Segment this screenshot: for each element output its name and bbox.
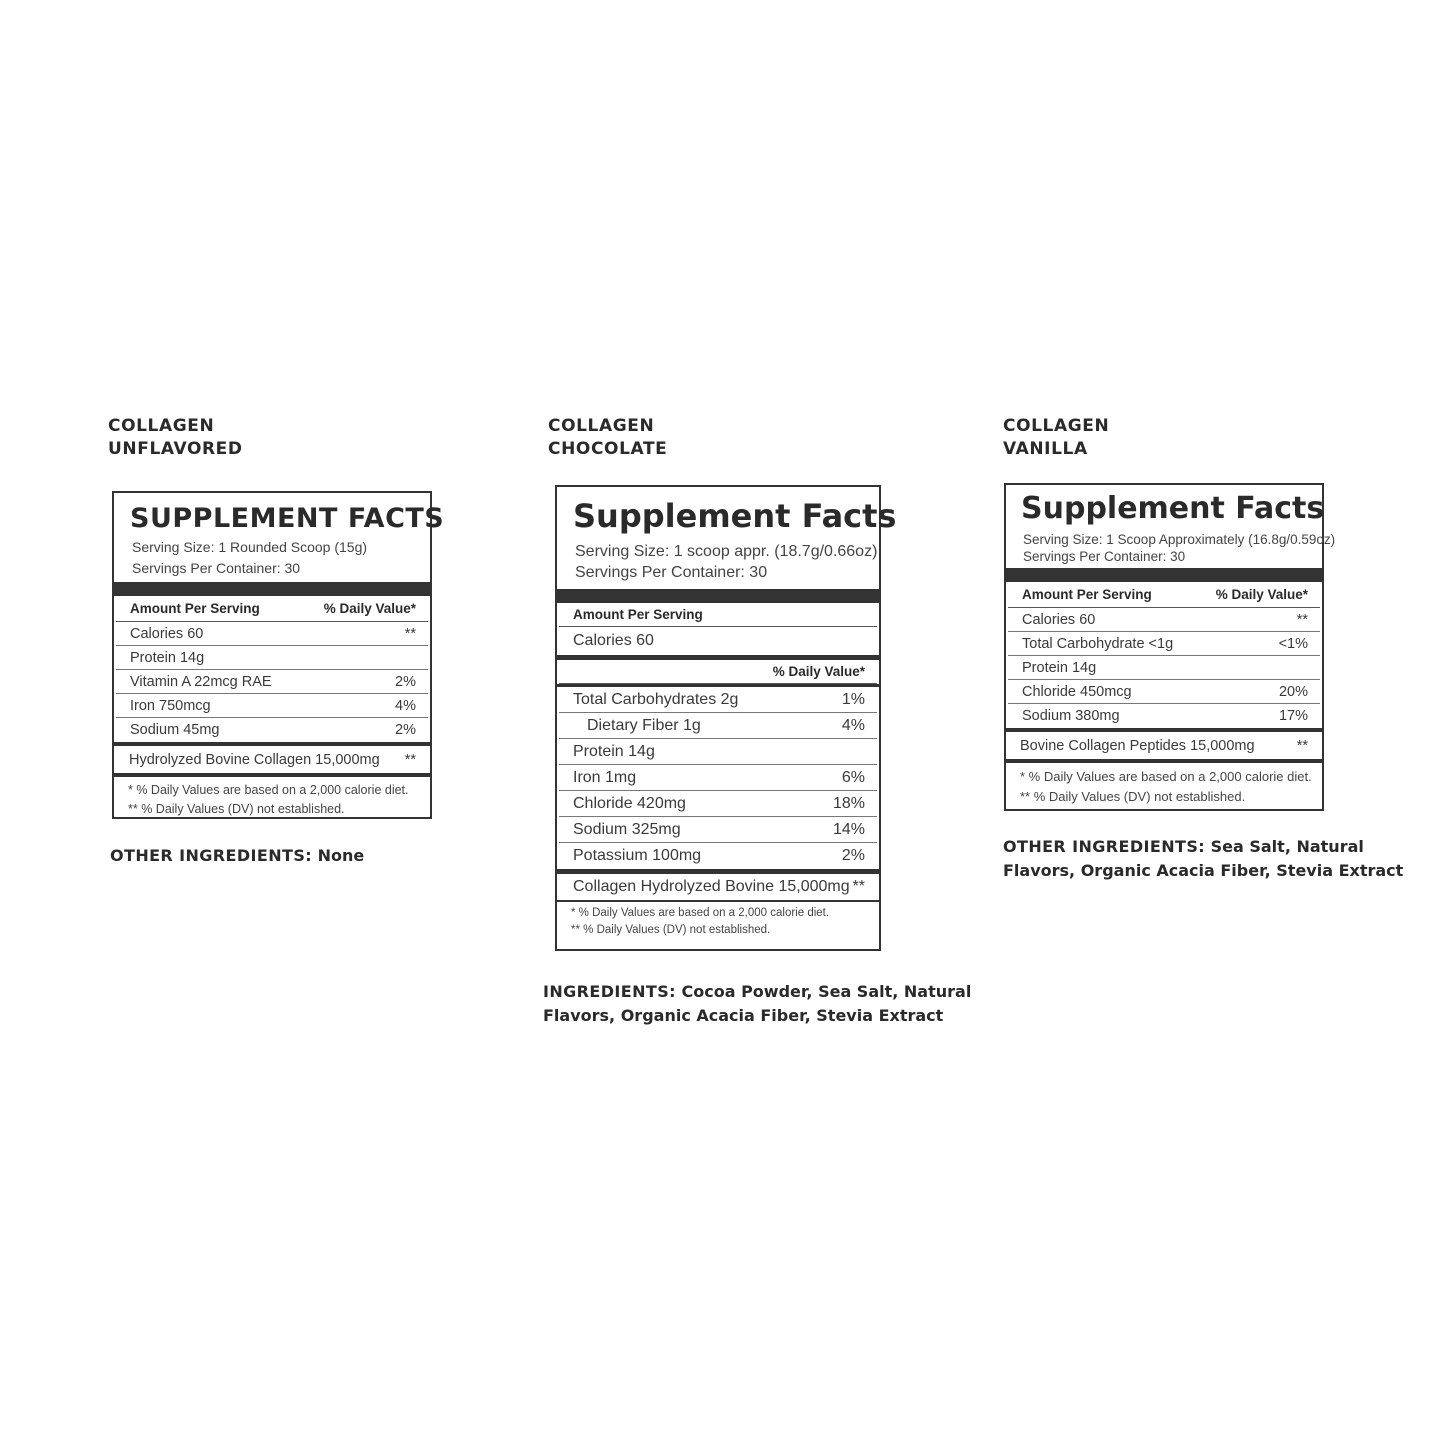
- nutrient-dv: 17%: [1278, 708, 1308, 724]
- nutrient-dv: 2%: [395, 722, 416, 738]
- ingredients-label: OTHER INGREDIENTS:: [110, 846, 313, 865]
- collagen-dv: **: [1296, 737, 1308, 754]
- product-title-vanilla: [1003, 415, 1109, 461]
- ingredients-text: Cocoa Powder, Sea Salt, Natural: [675, 982, 972, 1001]
- footnote-dv: * % Daily Values are based on a 2,000 calorie diet.: [128, 783, 409, 797]
- dv-header: % Daily Value*: [323, 601, 416, 616]
- nutrient-dv: 2%: [841, 847, 865, 864]
- serving-size: Serving Size: 1 Rounded Scoop (15g): [132, 539, 368, 555]
- amount-header: Amount Per Serving: [573, 607, 703, 622]
- nutrient-row: [1008, 704, 1320, 728]
- ingredients-line: [543, 980, 971, 1004]
- nutrient-label: Sodium 325mg: [573, 820, 681, 838]
- nutrient-row: [559, 687, 877, 713]
- ingredients-line: [1003, 835, 1403, 859]
- amount-header: Amount Per Serving: [1022, 587, 1152, 602]
- product-title-unflavored: [108, 415, 243, 461]
- footnote-not-established: ** % Daily Values (DV) not established.: [571, 924, 771, 936]
- nutrient-row: [559, 765, 877, 791]
- title-line: VANILLA: [1003, 439, 1088, 459]
- nutrient-label: Calories 60: [130, 625, 204, 642]
- nutrient-dv: **: [404, 625, 416, 642]
- divider-thick: [557, 589, 879, 603]
- amount-header: Amount Per Serving: [130, 601, 260, 616]
- serving-size: Serving Size: 1 Scoop Approximately (16.8g/0.59oz): [1023, 532, 1336, 547]
- nutrient-dv: 4%: [841, 716, 865, 734]
- nutrient-label: Protein 14g: [573, 742, 655, 760]
- calories-label: Calories 60: [573, 632, 654, 649]
- collagen-label: Bovine Collagen Peptides 15,000mg: [1020, 737, 1255, 754]
- nutrient-row: [1008, 608, 1320, 632]
- ingredients-vanilla: [1003, 835, 1403, 883]
- nutrient-label: Protein 14g: [1022, 659, 1097, 676]
- amount-header-row: [559, 603, 877, 627]
- facts-title: Supplement Facts: [1021, 491, 1325, 526]
- ingredients-label: INGREDIENTS:: [543, 982, 676, 1001]
- collagen-row: [116, 746, 428, 773]
- title-line: COLLAGEN: [108, 416, 215, 436]
- nutrient-label: Protein 14g: [130, 649, 205, 666]
- ingredients-text: Sea Salt, Natural: [1205, 837, 1364, 856]
- nutrient-label: Chloride 450mcg: [1022, 683, 1132, 700]
- ingredients-line: Flavors, Organic Acacia Fiber, Stevia Extract: [1003, 861, 1404, 880]
- nutrient-row: [559, 843, 877, 869]
- nutrient-label: Sodium 380mg: [1022, 708, 1120, 724]
- nutrient-dv: 1%: [841, 690, 865, 708]
- collagen-dv: **: [404, 751, 416, 768]
- dv-header: % Daily Value*: [772, 664, 865, 679]
- supplement-facts-vanilla: [1004, 483, 1336, 811]
- divider-thick: [114, 582, 430, 596]
- footnote-dv: * % Daily Values are based on a 2,000 calorie diet.: [571, 907, 830, 919]
- nutrient-label: Potassium 100mg: [573, 847, 702, 864]
- nutrient-row: [1008, 656, 1320, 680]
- nutrient-dv: 18%: [832, 794, 865, 812]
- nutrient-label: Calories 60: [1022, 611, 1096, 628]
- nutrient-dv: 6%: [841, 768, 865, 786]
- title-line: COLLAGEN: [1003, 416, 1110, 436]
- collagen-label: Hydrolyzed Bovine Collagen 15,000mg: [129, 751, 380, 768]
- nutrient-dv: 14%: [832, 820, 865, 838]
- facts-title: SUPPLEMENT FACTS: [130, 503, 445, 534]
- nutrient-label: Sodium 45mg: [130, 722, 220, 738]
- footnote-dv: * % Daily Values are based on a 2,000 calorie diet.: [1020, 769, 1312, 784]
- divider-thick: [1006, 568, 1322, 582]
- collagen-dv: **: [852, 878, 865, 895]
- footnote-not-established: ** % Daily Values (DV) not established.: [1020, 789, 1246, 804]
- ingredients-line: Flavors, Organic Acacia Fiber, Stevia Extract: [543, 1006, 944, 1025]
- collagen-row: [1008, 732, 1320, 759]
- nutrient-row: [559, 817, 877, 843]
- nutrient-row: [559, 791, 877, 817]
- nutrient-row: [559, 739, 877, 765]
- ingredients-text: None: [312, 846, 365, 865]
- nutrient-row: [116, 694, 428, 718]
- supplement-facts-chocolate: [555, 485, 897, 951]
- title-line: COLLAGEN: [548, 416, 655, 436]
- nutrient-label: Iron 750mcg: [130, 697, 211, 714]
- nutrient-label: Total Carbohydrate <1g: [1022, 635, 1174, 652]
- nutrient-row: [116, 622, 428, 646]
- nutrient-label: Dietary Fiber 1g: [587, 716, 701, 734]
- calories-row: [559, 627, 877, 655]
- facts-header-row: [116, 596, 428, 622]
- supplement-facts-unflavored: [112, 491, 445, 819]
- nutrient-dv: 4%: [395, 697, 416, 714]
- nutrient-label: Iron 1mg: [573, 768, 637, 786]
- footnote-not-established: ** % Daily Values (DV) not established.: [128, 802, 345, 816]
- servings-per-container: Servings Per Container: 30: [132, 560, 301, 576]
- title-line: CHOCOLATE: [548, 439, 668, 459]
- ingredients-line: [110, 844, 364, 868]
- nutrient-row: [1008, 680, 1320, 704]
- nutrient-row: [116, 646, 428, 670]
- servings-per-container: Servings Per Container: 30: [1023, 549, 1186, 564]
- nutrient-label: Total Carbohydrates 2g: [573, 690, 739, 708]
- nutrient-dv: <1%: [1278, 635, 1308, 652]
- nutrient-dv: 2%: [395, 673, 416, 690]
- nutrient-row: [116, 718, 428, 742]
- nutrient-dv: **: [1296, 611, 1308, 628]
- servings-per-container: Servings Per Container: 30: [575, 564, 768, 581]
- nutrient-label: Vitamin A 22mcg RAE: [130, 673, 272, 690]
- nutrient-row: [559, 713, 877, 739]
- title-line: UNFLAVORED: [108, 439, 243, 459]
- ingredients-unflavored: [110, 844, 364, 868]
- ingredients-chocolate: [543, 980, 971, 1028]
- ingredients-label: OTHER INGREDIENTS:: [1003, 837, 1206, 856]
- facts-header-row: [1008, 582, 1320, 608]
- nutrient-row: [116, 670, 428, 694]
- serving-size: Serving Size: 1 scoop appr. (18.7g/0.66oz): [575, 543, 878, 560]
- nutrient-label: Chloride 420mg: [573, 794, 686, 812]
- facts-title: Supplement Facts: [573, 497, 897, 535]
- nutrient-dv: 20%: [1278, 683, 1308, 700]
- collagen-row: [559, 874, 877, 900]
- collagen-label: Collagen Hydrolyzed Bovine 15,000mg: [573, 878, 850, 895]
- nutrient-row: [1008, 632, 1320, 656]
- dv-header: % Daily Value*: [1215, 587, 1308, 602]
- product-title-chocolate: [548, 415, 667, 461]
- dv-header-row: [559, 660, 877, 684]
